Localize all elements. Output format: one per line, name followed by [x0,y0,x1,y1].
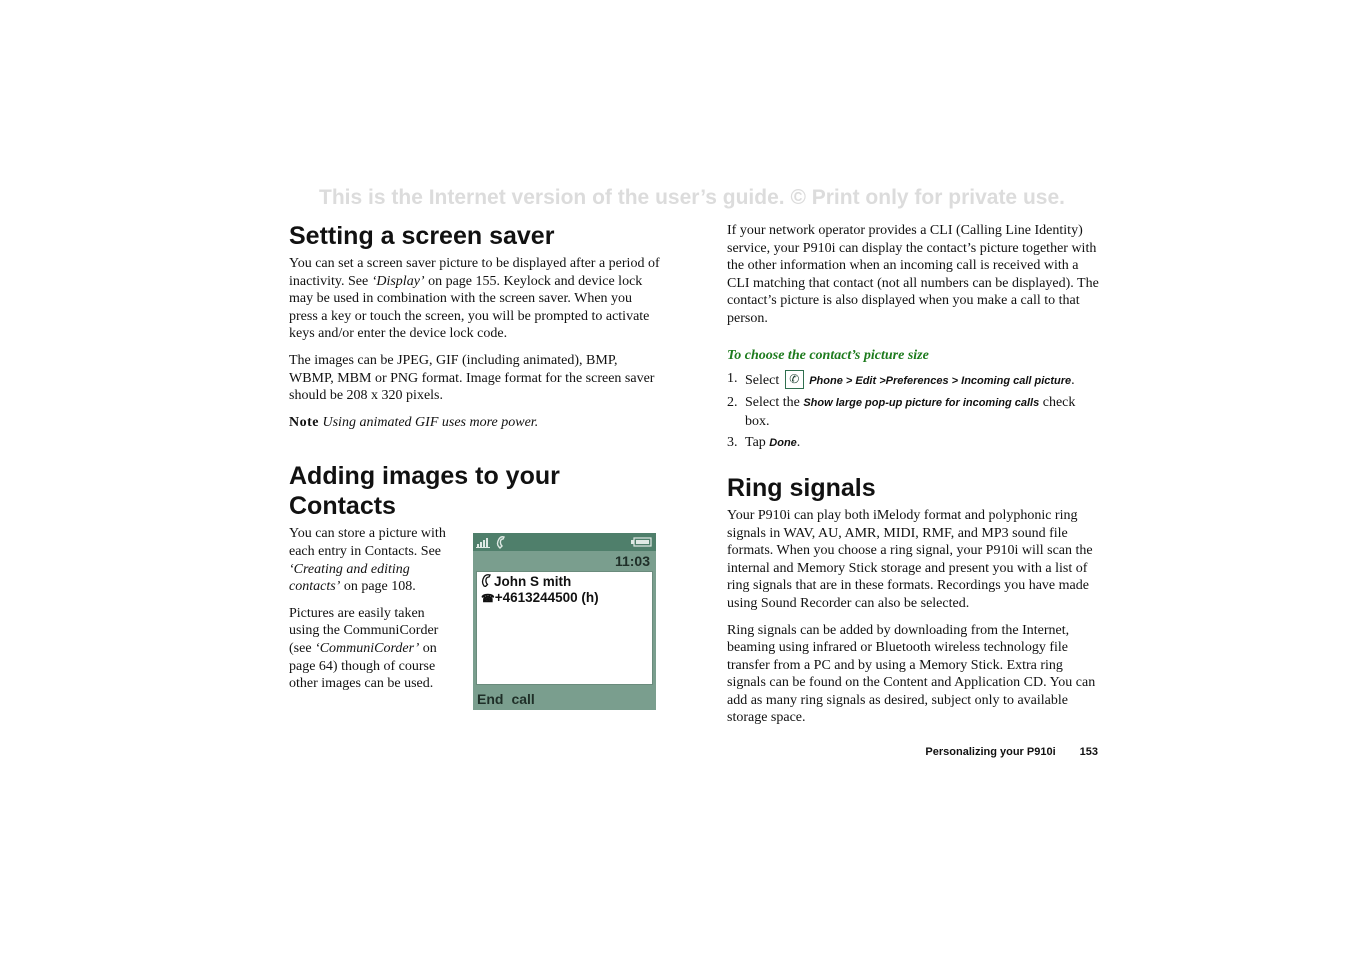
text-span: on page 108. [340,579,416,595]
caller-number: +4613244500 (h) [494,590,599,605]
caller-name: John S mith [494,574,572,589]
page-footer [880,746,1098,758]
phone-app-icon[interactable]: ✆ [785,370,804,389]
heading-screen-saver: Setting a screen saver [289,222,555,250]
phone-handset-icon [498,537,505,548]
step-3 [727,434,1099,453]
phone-softkeys [477,691,543,707]
text-span: Select [745,372,783,388]
text-span: check box. [745,395,1076,429]
paragraph-cli: If your network operator provides a CLI (Calling Line Identity) service, your P910i can display the contact’s picture together with the other information when an incoming call is received with a CLI matching that contact (not all numbers can be displayed). The contact’s picture is also displayed when you make a call to that person. [727,223,1099,326]
caller-info-panel [476,571,653,685]
paragraph-ring-sources: Ring signals can be added by downloading from the Internet, beaming using infrared or Bluetooth wireless technology file transfer from a PC and by using a Memory Stick. Extra ring signals can be found on the Content and Application CD. You can add as many ring signals as desired, subject only to available storage space. [727,622,1096,726]
phone-clock: 11:03 [614,553,650,569]
watermark-text: This is the Internet version of the user’s guide. © Print only for private use. [319,186,1065,209]
caller-name-line [481,574,571,589]
link-communicorder[interactable]: ‘CommuniCorder’ [315,640,420,656]
paragraph-screen-saver-intro [289,255,661,343]
text-span: . [796,435,801,451]
link-display[interactable]: ‘Display’ [371,273,425,289]
paragraph-pictures-taken [289,605,457,693]
note-label: Note [289,414,319,430]
text-span: Tap [745,435,770,451]
done-button-label[interactable]: Done [769,437,797,450]
signal-strength-icon [476,538,490,548]
phone-screenshot [473,533,656,710]
step-number: 3. [727,435,738,451]
page-number: 153 [1079,746,1098,758]
text-span: You can store a picture with each entry in Contacts. See [289,526,446,559]
steps-list [727,370,1099,453]
text-span: on page 155. Keylock and device lock may be used in combination with the screen saver. When you press a key or touch the screen, you will be prompted to activate keys and/or enter the device lock code. [289,273,650,342]
text-span: You can set a screen saver picture to be displayed after a period of inactivity. See [289,256,660,289]
phone-status-bar [473,533,656,551]
heading-line-1: Adding images to your [289,462,560,491]
caller-number-line [481,590,599,605]
note-text: Using animated GIF uses more power. [322,414,539,430]
step-number: 1. [727,370,738,386]
step-number: 2. [727,395,738,411]
paragraph-image-formats: The images can be JPEG, GIF (including animated), BMP, WBMP, MBM or PNG format. Image format for the screen saver should be 208 x 320 pixels. [289,352,655,404]
paragraph-ring-formats: Your P910i can play both iMelody format and polyphonic ring signals in WAV, AU, AMR, MIDI, RMF, and MP3 sound file formats. When you choose a ring signal, your P910i will scan the internal and Memory Stick storage and present you with a list of ring signals that are in these formats. Recordings you have made using Sound Recorder can also be selected. [727,507,1093,611]
footer-section: Personalizing your P910i [925,746,1056,758]
heading-line-2: Contacts [289,492,396,521]
heading-ring-signals: Ring signals [727,473,876,502]
heading-adding-images [289,461,661,521]
text-span: on page 64) though of course other images can be used. [289,640,437,692]
paragraph-store-picture [289,525,457,595]
step-1 [727,370,1099,391]
note [289,414,661,432]
text-span: Select the [745,395,804,411]
subheading-picture-size: To choose the contact’s picture size [727,347,929,363]
step-2 [727,394,1099,430]
checkbox-label[interactable]: Show large pop-up picture for incoming calls [803,397,1040,410]
text-span: Pictures are easily taken using the CommuniCorder (see [289,605,439,656]
call-softkey[interactable]: call [511,691,535,707]
menu-path[interactable]: Phone > Edit >Preferences > Incoming call picture [809,374,1072,387]
status-icons [473,533,656,551]
link-creating-contacts[interactable]: ‘Creating and editing contacts’ [289,561,410,595]
end-softkey[interactable]: End [477,691,504,707]
handset-icon [481,574,494,587]
text-span: . [1071,372,1075,388]
telephone-icon: ☎ [481,593,495,605]
adding-images-text [289,525,457,692]
right-column [727,222,1099,736]
battery-icon [631,538,651,546]
